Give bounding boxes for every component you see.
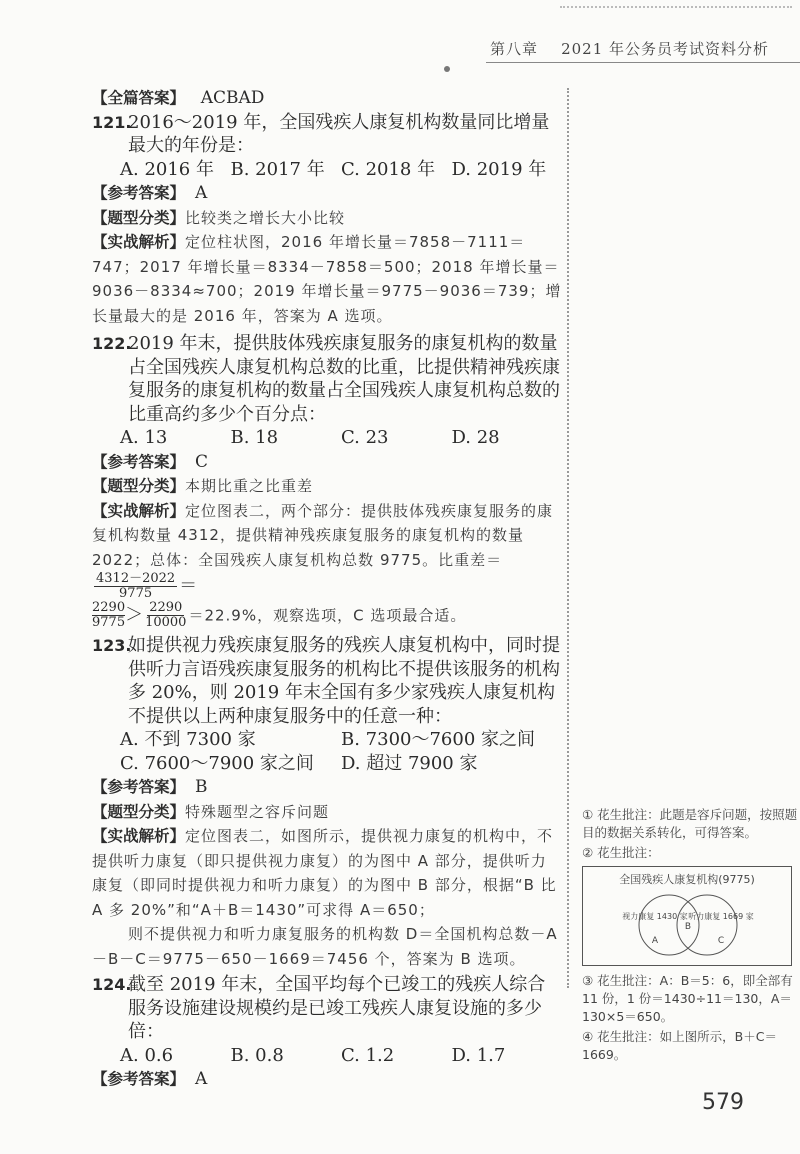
option-c: C. 23: [341, 427, 389, 448]
question-number: 124.: [92, 975, 132, 994]
option-c: C. 2018 年: [341, 158, 436, 180]
answer-123: 【参考答案】 B: [92, 777, 208, 797]
type-121: 【题型分类】比较类之增长大小比较: [92, 208, 346, 227]
venn-right-label: 听力康复 1669 家: [688, 912, 754, 921]
options-121: [92, 158, 562, 182]
venn-diagram: [582, 866, 792, 966]
venn-left-label: 视力康复 1430 家: [622, 912, 688, 921]
option-a: A. 2016 年: [120, 158, 214, 180]
option-d: D. 28: [451, 427, 500, 448]
option-a: A. 13: [120, 427, 168, 448]
option-d: D. 超过 7900 家: [341, 752, 478, 774]
options-123: [92, 728, 562, 775]
header-rule: [486, 62, 800, 63]
venn-mid-letter: B: [684, 922, 692, 932]
side-note-3: ③ 花生批注：A：B＝5：6，即全部有 11 份，1 份＝1430÷11＝130，A＝130×5＝650。: [582, 973, 793, 1024]
sidebar-notes: [582, 806, 800, 1066]
option-b: B. 18: [230, 427, 279, 448]
question-stem: 2019 年末，提供肢体残疾康复服务的康复机构的数量占全国残疾人康复机构总数的比重，比提供精神残疾康复服务的康复机构的数量占全国残疾人康复机构总数的比重高约多少个百分点：: [128, 333, 560, 425]
venn-title: 全国残疾人康复机构(9775): [619, 873, 755, 886]
analysis-123-cont: 则不提供视力和听力康复服务的机构数 D＝全国机构总数－A－B－C＝9775－650－1669＝7456 个，答案为 B 选项。: [92, 925, 558, 968]
question-121: [92, 111, 562, 158]
option-a: A. 0.6: [120, 1044, 174, 1066]
analysis-122: 【实战解析】定位图表二，两个部分：提供肢体残疾康复服务的康复机构数量 4312，提供精神残疾康复服务的康复机构的数量 2022；总体：全国残疾人康复机构总数 9775。比重差＝ $\frac{4312-2022}{9775}$ ＝ $\frac{2290}{9775}$ ＞ $\frac{2290}{10000}$ ＝22.9%，观察选项，C 选项最合适。: [92, 501, 554, 630]
scan-mark: [444, 66, 450, 72]
page-number: 579: [702, 1090, 744, 1115]
question-stem: 如提供视力残疾康复服务的残疾人康复机构中，同时提供听力言语残疾康复服务的机构比不提供该服务的机构多 20%，则 2019 年末全国有多少家残疾人康复机构不提供以上两种康复服务中的任意一种：: [128, 635, 560, 727]
question-stem: 截至 2019 年末，全国平均每个已竣工的残疾人综合服务设施建设规模约是已竣工残疾人康复设施的多少倍：: [128, 974, 546, 1042]
question-stem: 2016～2019 年，全国残疾人康复机构数量同比增量最大的年份是：: [128, 111, 550, 156]
analysis-121: 【实战解析】定位柱状图，2016 年增长量＝7858－7111＝747；2017 年增长量＝8334－7858＝500；2018 年增长量＝9036－8334≈700；2019 年增长量＝9775－9036＝739；增长量最大的是 2016 年，答案为 A 选项。: [92, 233, 562, 325]
answer-121: 【参考答案】 A: [92, 183, 208, 203]
full-answer-label: 【全篇答案】: [92, 89, 186, 107]
option-b: B. 0.8: [230, 1044, 284, 1066]
question-123: [92, 634, 562, 728]
top-dotted-rule: [560, 6, 792, 8]
question-124: [92, 973, 562, 1044]
option-d: D. 2019 年: [451, 158, 547, 180]
option-c: C. 7600～7900 家之间: [120, 752, 314, 774]
question-number: 123.: [92, 636, 132, 655]
side-note-4: ④ 花生批注：如上图所示，B＋C＝1669。: [582, 1029, 777, 1062]
options-124: [92, 1044, 562, 1068]
option-d: D. 1.7: [451, 1044, 506, 1066]
margin-divider: [567, 88, 569, 988]
fraction: $\frac{2290}{10000}$: [145, 600, 187, 630]
side-note-2-title: ② 花生批注：: [582, 845, 660, 860]
question-122: [92, 332, 562, 426]
option-c: C. 1.2: [341, 1044, 395, 1066]
question-number: 121.: [92, 112, 132, 132]
answer-124: 【参考答案】 A: [92, 1069, 208, 1089]
side-note-1: ① 花生批注：此题是容斥问题，按照题目的数据关系转化，可得答案。: [582, 807, 798, 840]
full-answer: [92, 86, 562, 111]
options-122: [92, 426, 562, 450]
answer-122: 【参考答案】 C: [92, 451, 209, 472]
fraction: $\frac{2290}{9775}$: [92, 600, 126, 630]
option-b: B. 2017 年: [230, 158, 325, 180]
venn-right-letter: C: [717, 936, 725, 946]
type-122: 【题型分类】本期比重之比重差: [92, 477, 314, 495]
venn-left-letter: A: [651, 936, 659, 946]
header-book-title: 2021 年公务员考试资料分析: [561, 40, 770, 58]
full-answer-value: ACBAD: [200, 88, 265, 108]
analysis-123: 【实战解析】定位图表二，如图所示，提供视力康复的机构中，不提供听力康复（即只提供视力康复）的为图中 A 部分，提供听力康复（即同时提供视力和听力康复）的为图中 B 部分，根据“B 比 A 多 20%”和“A＋B＝1430”可求得 A＝650；: [92, 827, 557, 919]
option-b: B. 7300～7600 家之间: [341, 729, 536, 750]
header-chapter: 第八章: [490, 40, 539, 58]
main-content: [92, 86, 562, 1092]
venn-svg: [583, 867, 791, 965]
option-a: A. 不到 7300 家: [120, 729, 256, 750]
type-123: 【题型分类】特殊题型之容斥问题: [92, 802, 330, 821]
question-number: 122.: [92, 334, 132, 353]
fraction: $\frac{4312-2022}{9775}$: [96, 571, 176, 601]
running-header: [490, 38, 800, 59]
